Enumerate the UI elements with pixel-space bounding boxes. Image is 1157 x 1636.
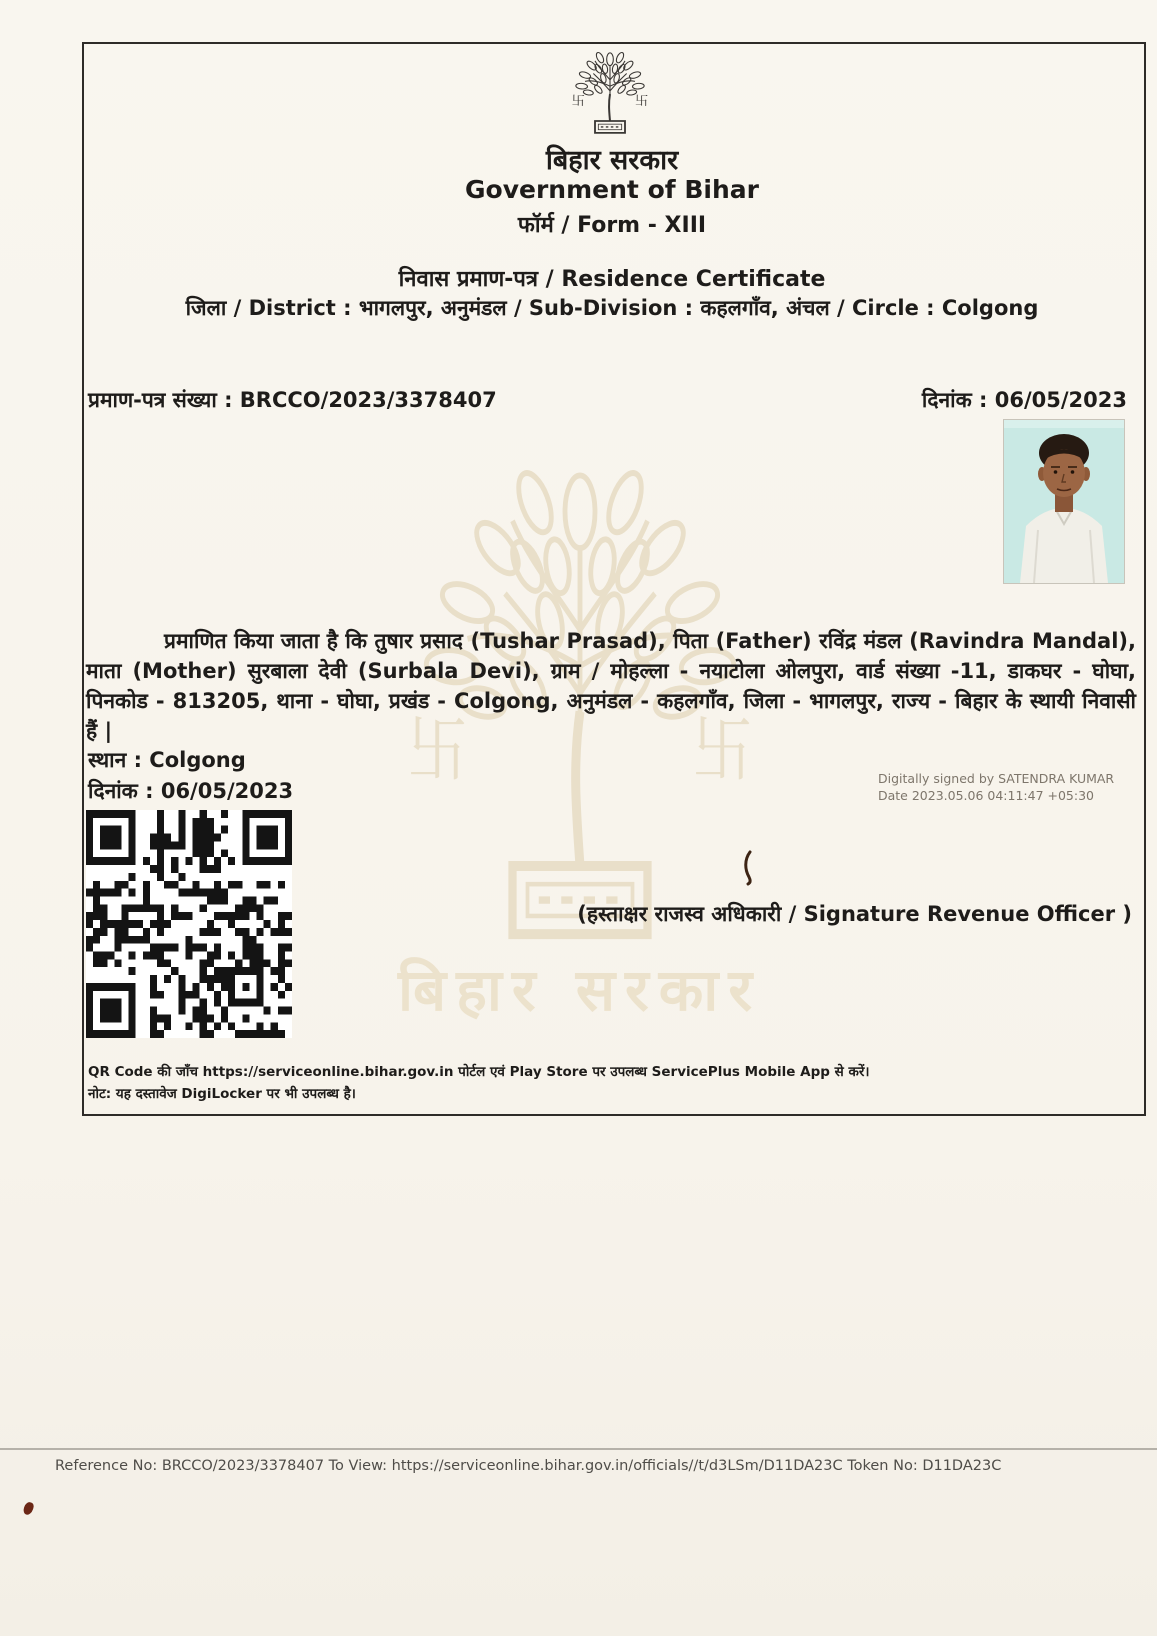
- applicant-photo: [1004, 420, 1124, 583]
- form-number-line: फॉर्म / Form - XIII: [517, 213, 707, 238]
- certificate-body-paragraph: प्रमाणित किया जाता है कि तुषार प्रसाद (Tushar Prasad), पिता (Father) रविंद्र मंडल (Ravindra Mandal), माता (Mother) सुरबाला देवी (Surbala Devi), ग्राम / मोहल्ला - नयाटोला ओलपुरा, वार्ड संख्या -11, डाकघर - घोघा, पिनकोड - 813205, थाना - घोघा, प्रखंड - Colgong, अनुमंडल - कहलगाँव, जिला - भागलपुर, राज्य - बिहार के स्थायी निवासी हैं |: [86, 629, 1136, 743]
- certificate-title: निवास प्रमाण-पत्र / Residence Certificate: [398, 267, 826, 292]
- qr-verification-note: QR Code की जाँच https://serviceonline.bihar.gov.in पोर्टल एवं Play Store पर उपलब्ध ServicePlus Mobile App से करें।: [88, 1064, 870, 1080]
- digital-signature-line1: Digitally signed by SATENDRA KUMAR: [878, 771, 1115, 786]
- issue-place: स्थान : Colgong: [88, 748, 246, 772]
- reference-divider: [0, 1448, 1157, 1450]
- signature-caption: (हस्ताक्षर राजस्व अधिकारी / Signature Revenue Officer ): [577, 902, 1132, 926]
- digital-signature-line2: Date 2023.05.06 04:11:47 +05:30: [878, 788, 1095, 803]
- watermark-text: बिहार सरकार: [397, 956, 763, 1024]
- certificate-number: प्रमाण-पत्र संख्या : BRCCO/2023/3378407: [88, 388, 497, 412]
- title-english: Government of Bihar: [465, 175, 759, 204]
- ink-mark: [738, 850, 760, 886]
- paper-stain: [22, 1501, 35, 1516]
- district-line: जिला / District : भागलपुर, अनुमंडल / Sub-Division : कहलगाँव, अंचल / Circle : Colgong: [185, 296, 1039, 320]
- digital-signature-block: [878, 770, 1138, 804]
- bihar-government-emblem-icon: [560, 45, 660, 140]
- reference-line: Reference No: BRCCO/2023/3378407 To View: https://serviceonline.bihar.gov.in/officials//t/d3LSm/D11DA23C Token No: D11DA23C: [55, 1458, 1002, 1474]
- digilocker-note: नोट: यह दस्तावेज DigiLocker पर भी उपलब्ध है।: [88, 1086, 356, 1102]
- issue-date: दिनांक : 06/05/2023: [88, 779, 294, 803]
- title-hindi: बिहार सरकार: [545, 145, 679, 176]
- certificate-date: दिनांक : 06/05/2023: [921, 388, 1127, 412]
